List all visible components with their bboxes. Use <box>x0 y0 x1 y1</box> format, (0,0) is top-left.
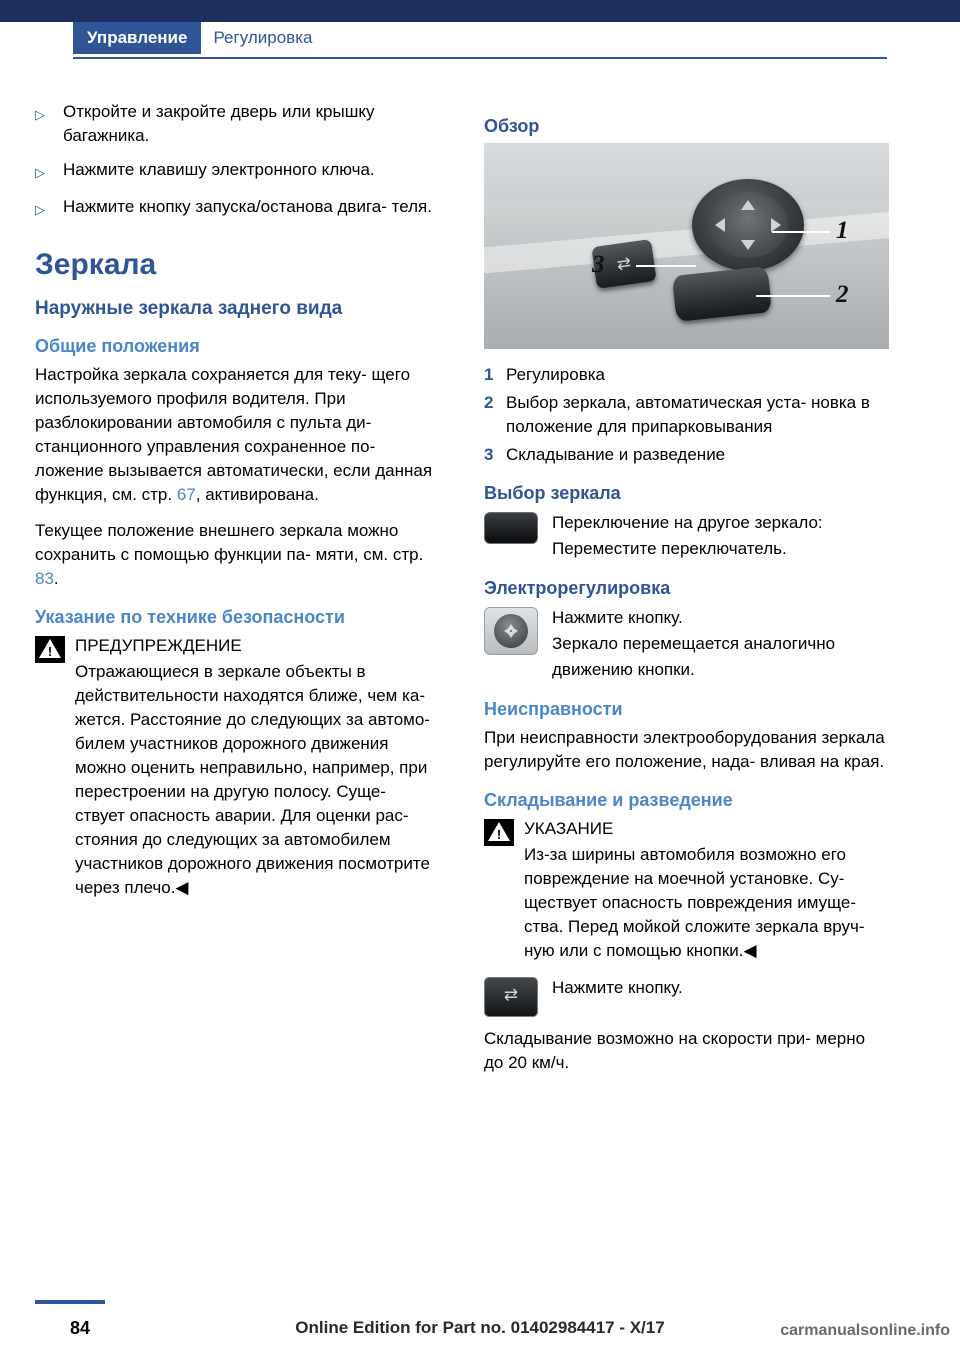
callout-line-2 <box>756 295 830 297</box>
adjust-pad-icon <box>484 607 538 655</box>
list-item-text: Нажмите кнопку запуска/останова двига- теля. <box>63 197 432 216</box>
paragraph-general-1-b: , активирована. <box>195 485 319 504</box>
subsection-title-exterior-mirrors: Наружные зеркала заднего вида <box>35 298 343 319</box>
triangle-bullet-icon: ▷ <box>35 165 45 180</box>
callout-line-1 <box>772 231 830 233</box>
list-item <box>35 195 440 222</box>
left-column <box>35 100 440 912</box>
legend-number: 3 <box>484 445 494 464</box>
page-number: 84 <box>70 1318 91 1338</box>
arrow-right-icon <box>512 627 518 635</box>
paragraph-general-1-a: Настройка зеркала сохраняется для теку- щего используемого профиля водителя. При разблокировании автомобиля с пульта ди- станционного управления сохраненное по- ложение вызывается автоматически, если данная функция, см. стр. <box>35 365 433 504</box>
heading-faults: Неисправности <box>484 699 623 719</box>
arrow-right-icon <box>771 218 781 232</box>
list-item <box>35 100 440 148</box>
electric-adjust-line1: Нажмите кнопку. <box>552 608 683 627</box>
arrow-up-icon <box>741 200 755 210</box>
icon-column <box>484 975 552 1017</box>
paragraph-general-2-b: . <box>53 569 59 588</box>
fold-button-icon <box>484 977 538 1017</box>
adjust-pad-disc <box>494 614 528 648</box>
tab-upravlenie[interactable]: Управление <box>73 22 201 54</box>
fold-arrows-icon: ⇄ <box>615 253 633 274</box>
mirror-select-line1: Переключение на другое зеркало: <box>552 513 823 532</box>
callout-line-3 <box>636 265 696 267</box>
page-reference-67[interactable]: 67 <box>176 485 196 504</box>
legend-text: Регулировка <box>506 365 605 384</box>
header-rule <box>73 57 887 59</box>
icon-column <box>484 605 552 655</box>
tab-regulirovka[interactable]: Регулировка <box>213 28 313 47</box>
legend-number: 2 <box>484 393 494 412</box>
figure-adjust-dial <box>692 179 804 271</box>
mirror-select-line2: Переместите переключатель. <box>552 539 787 558</box>
figure-mirror-controls <box>484 143 889 349</box>
note-text: Из-за ширины автомобиля возможно его повреждение на моечной установке. Су- ществует опасность повреждения имуще- ства. Перед мойкой сложите зеркала вруч- ную или с помощью кнопки.◀ <box>524 845 865 960</box>
header-tabs <box>0 22 960 54</box>
figure-adjust-dial-inner <box>708 192 788 258</box>
list-item <box>35 158 440 185</box>
fold-button-instruction <box>484 975 889 1017</box>
note-title: УКАЗАНИЕ <box>524 819 614 838</box>
paragraph-fold-speed: Складывание возможно на скорости при- мерно до 20 км/ч. <box>484 1029 866 1072</box>
mirror-select-instruction <box>484 510 889 562</box>
right-column <box>484 100 889 1087</box>
electric-adjust-instruction <box>484 605 889 683</box>
list-item-text: Нажмите клавишу электронного ключа. <box>63 160 375 179</box>
arrow-down-icon <box>741 240 755 250</box>
section-title-mirrors: Зеркала <box>35 248 157 281</box>
figure-label-1: 1 <box>836 217 849 244</box>
heading-general: Общие положения <box>35 336 200 356</box>
heading-folding: Складывание и разведение <box>484 790 733 810</box>
legend-number: 1 <box>484 365 494 384</box>
heading-safety-note: Указание по технике безопасности <box>35 607 345 627</box>
paragraph-general-2 <box>35 519 440 591</box>
triangle-bullet-icon: ▷ <box>35 202 45 217</box>
warning-triangle-icon <box>35 636 65 663</box>
page-reference-83[interactable]: 83 <box>35 569 54 588</box>
electric-adjust-line2: Зеркало перемещается аналогично движению кнопки. <box>552 634 836 679</box>
electric-adjust-text <box>552 605 889 683</box>
footer-edition-text: Online Edition for Part no. 01402984417 - X/17 <box>295 1318 665 1337</box>
list-item-text: Откройте и закройте дверь или крышку багажника. <box>63 102 375 145</box>
paragraph-general-2-a: Текущее положение внешнего зеркала можно сохранить с помощью функции па- мяти, см. стр. <box>35 521 424 564</box>
list-item <box>484 363 889 387</box>
paragraph-faults: При неисправности электрооборудования зеркала регулируйте его положение, нада- вливая на края. <box>484 728 885 771</box>
warning-title: ПРЕДУПРЕЖДЕНИЕ <box>75 636 242 655</box>
heading-mirror-selection: Выбор зеркала <box>484 483 621 503</box>
footer-watermark: carmanualsonline.info <box>780 1322 950 1339</box>
note-block <box>484 817 889 963</box>
figure-label-3: 3 <box>592 251 605 278</box>
arrow-left-icon <box>715 218 725 232</box>
triangle-bullet-icon: ▷ <box>35 107 45 122</box>
list-item <box>484 443 889 467</box>
list-item <box>484 391 889 439</box>
legend-text: Выбор зеркала, автоматическая уста- новка в положение для припарковывания <box>506 393 870 436</box>
header-dark-bar <box>0 0 960 22</box>
fold-button-text: Нажмите кнопку. <box>552 978 683 997</box>
figure-label-2: 2 <box>836 281 849 308</box>
warning-block <box>35 634 440 900</box>
mirror-select-text <box>552 510 889 562</box>
page-header <box>0 0 960 62</box>
warning-text: Отражающиеся в зеркале объекты в действительности находятся ближе, чем ка- жется. Расстояние до следующих за автомо- билем участников дорожного движения можно оценить неправильно, например, при перестроении на другую полосу. Суще- ствует опасность аварии. Для оценки рас- стояния до следующих за автомобилем участников дорожного движения посмотрите через плечо.◀ <box>75 662 430 897</box>
heading-overview: Обзор <box>484 116 540 136</box>
footer-rule <box>35 1300 105 1304</box>
paragraph-general-1 <box>35 363 440 507</box>
heading-electric-adjustment: Электрорегулировка <box>484 578 671 598</box>
fold-arrows-icon: ⇄ <box>503 985 519 1004</box>
arrow-left-icon <box>504 627 510 635</box>
note-triangle-icon <box>484 819 514 846</box>
legend-text: Складывание и разведение <box>506 445 726 464</box>
icon-column <box>484 510 552 544</box>
mirror-select-switch-icon <box>484 512 538 544</box>
